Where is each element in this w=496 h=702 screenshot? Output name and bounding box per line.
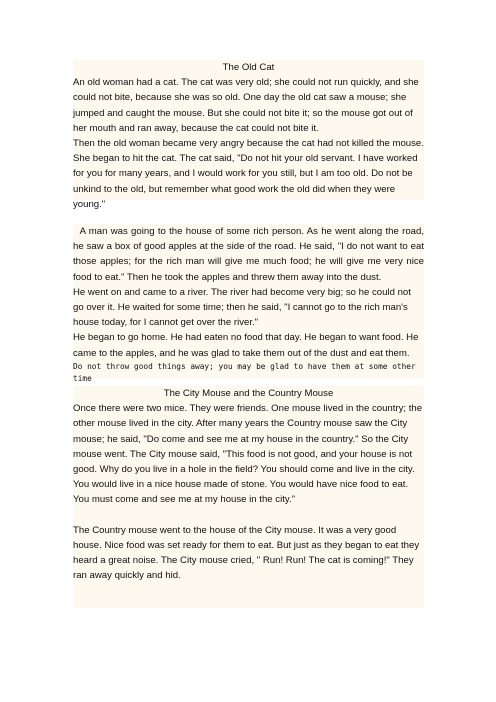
paragraph: An old woman had a cat. The cat was very old; she could not run quickly, and she could not bite, because she was so old. One day the old cat saw a mouse; she jumped and caught the mouse. But she could not bite it; so the mouse got out of her mouth and ran away, because the cat could not bite it. [73, 77, 419, 134]
story-title: The Old Cat [222, 62, 275, 73]
story-apples [73, 224, 427, 384]
paragraph: Once there were two mice. They were friends. One mouse lived in the country; the other mouse lived in the city. After many years the Country mouse saw the City mouse; he said, "Do come and see me at my house in the country." So the City mouse went. The City mouse said, "This food is not good, and your house is not good. Why do you live in a hole in the field? You should come and live in the city. You would live in a nice house made of stone. You would have nice food to eat. You must come and see me at my house in the city." [73, 403, 423, 506]
paragraph: Then the old woman became very angry because the cat had not killed the mouse. She began to hit the cat. The cat said, "Do not hit your old servant. I have worked for you for many years, and I would work for you still, but I am too old. Do not be unkind to the old, but remember what good work the old did when they were young." [73, 138, 424, 210]
story-moral: Do not throw good things away; you may be glad to have them at some other time [73, 361, 416, 384]
story-title: The City Mouse and the Country Mouse [163, 388, 334, 399]
paragraph: He began to go home. He had eaten no food that day. He began to want food. He came to the apples, and he was glad to take them out of the dust and eat them. [73, 332, 419, 359]
paragraph: The Country mouse went to the house of the City mouse. It was a very good house. Nice food was set ready for them to eat. But just as they began to eat they heard a great noise. The City mouse cried, " Run! Run! The cat is coming!" They ran away quickly and hid. [73, 524, 420, 582]
paragraph: A man was going to the house of some rich person. As he went along the road, he saw a box of good apples at the side of the road. He said, "I do not want to eat those apples; for the rich man will give me much food; he will give me very nice food to eat." Then he took the apples and threw them away into the dust. [73, 226, 427, 283]
paragraph-gap [73, 508, 424, 523]
paragraph: He went on and came to a river. The river had become very big; so he could not go over it. He waited for some time; then he said, "I cannot go to the rich man's house today, for I cannot get over the river." [73, 286, 411, 329]
story-city-mouse [73, 386, 424, 608]
story-old-cat [73, 60, 424, 210]
